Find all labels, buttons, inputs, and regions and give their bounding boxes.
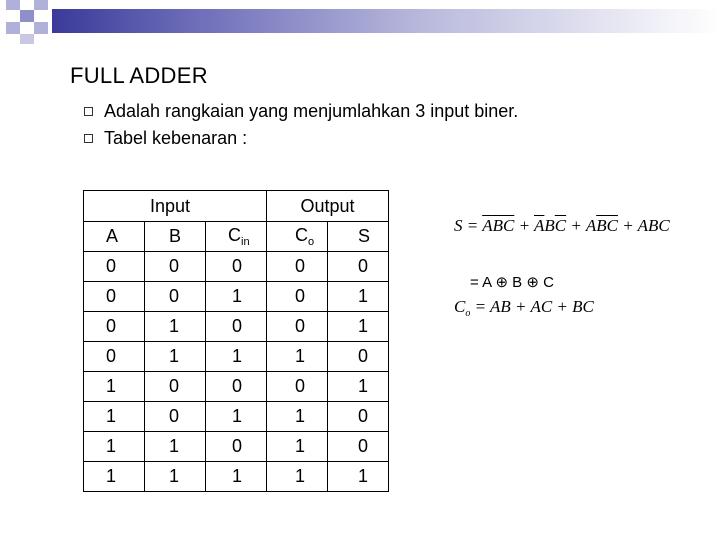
table-row bbox=[84, 462, 389, 492]
table-cell: 0 bbox=[328, 342, 389, 372]
table-row bbox=[84, 432, 389, 462]
truth-table-body bbox=[84, 252, 389, 492]
table-cell: 0 bbox=[206, 432, 267, 462]
bullet-text: Tabel kebenaran : bbox=[104, 128, 248, 148]
decor-square bbox=[20, 10, 34, 22]
decor-square bbox=[6, 22, 20, 34]
table-cell: 0 bbox=[328, 432, 389, 462]
table-cell: 0 bbox=[328, 402, 389, 432]
table-row bbox=[84, 402, 389, 432]
xor-equation: = A ⊕ B ⊕ C bbox=[470, 274, 554, 291]
table-cell: 1 bbox=[206, 462, 267, 492]
table-cell: 0 bbox=[84, 342, 145, 372]
table-cell: 0 bbox=[267, 282, 328, 312]
column-header-row bbox=[84, 222, 389, 252]
table-cell: 1 bbox=[206, 282, 267, 312]
table-cell: 0 bbox=[145, 372, 206, 402]
col-header-b: B bbox=[145, 222, 206, 252]
table-cell: 0 bbox=[206, 312, 267, 342]
table-cell: 1 bbox=[84, 462, 145, 492]
checkbox-bullet-icon bbox=[84, 134, 93, 143]
table-cell: 1 bbox=[84, 372, 145, 402]
table-row bbox=[84, 312, 389, 342]
table-cell: 0 bbox=[267, 372, 328, 402]
table-cell: 0 bbox=[84, 282, 145, 312]
table-cell: 1 bbox=[328, 372, 389, 402]
term-3: $A\overline{B}\overline{C}$ bbox=[585, 216, 618, 235]
bullet-item bbox=[84, 125, 518, 152]
table-cell: 1 bbox=[84, 432, 145, 462]
col-header-s: S bbox=[328, 222, 389, 252]
table-cell: 1 bbox=[145, 462, 206, 492]
table-cell: 1 bbox=[84, 402, 145, 432]
table-cell: 0 bbox=[206, 252, 267, 282]
table-cell: 1 bbox=[145, 432, 206, 462]
table-cell: 0 bbox=[145, 282, 206, 312]
col-header-cin: $C_{in}$ bbox=[206, 222, 267, 252]
table-cell: 0 bbox=[145, 252, 206, 282]
col-header-a: A bbox=[84, 222, 145, 252]
table-cell: 0 bbox=[145, 402, 206, 432]
term-1: $\overline{A}\overline{B}\overline{C}$ bbox=[482, 216, 515, 235]
input-header: Input bbox=[84, 191, 267, 222]
bullet-text: Adalah rangkaian yang menjumlahkan 3 input biner. bbox=[104, 101, 519, 121]
table-cell: 1 bbox=[267, 432, 328, 462]
table-cell: 1 bbox=[328, 282, 389, 312]
bullet-list bbox=[84, 98, 518, 152]
table-cell: 1 bbox=[267, 462, 328, 492]
table-cell: 1 bbox=[206, 342, 267, 372]
checkbox-bullet-icon bbox=[84, 107, 93, 116]
table-cell: 1 bbox=[206, 402, 267, 432]
table-cell: 0 bbox=[328, 252, 389, 282]
table-cell: 1 bbox=[267, 342, 328, 372]
table-cell: 1 bbox=[328, 312, 389, 342]
term-2: $\overline{A}B\overline{C}$ bbox=[534, 216, 567, 235]
term-4: ABC bbox=[637, 216, 670, 235]
group-header-row bbox=[84, 191, 389, 222]
carry-formula: $C_o$ = AB + AC + BC bbox=[454, 297, 594, 319]
output-header: Output bbox=[267, 191, 389, 222]
table-row bbox=[84, 342, 389, 372]
decor-square bbox=[34, 22, 48, 34]
table-cell: 0 bbox=[206, 372, 267, 402]
decor-square bbox=[34, 0, 48, 10]
table-row bbox=[84, 282, 389, 312]
truth-table bbox=[83, 190, 389, 492]
header-banner bbox=[52, 9, 720, 33]
slide-title: FULL ADDER bbox=[70, 63, 208, 88]
table-cell: 0 bbox=[267, 252, 328, 282]
table-cell: 0 bbox=[267, 312, 328, 342]
bullet-item bbox=[84, 98, 518, 125]
table-cell: 1 bbox=[328, 462, 389, 492]
table-cell: 1 bbox=[145, 342, 206, 372]
decor-square bbox=[20, 34, 34, 44]
table-row bbox=[84, 372, 389, 402]
table-row bbox=[84, 252, 389, 282]
sum-formula: $S = \overline{A}\overline{B}\overline{C} + \overline{A}B\overline{C} + A\overline{B}\overline{C}$ + ABC bbox=[454, 216, 670, 235]
table-cell: 0 bbox=[84, 312, 145, 342]
col-header-co: $C_o$ bbox=[267, 222, 328, 252]
decor-square bbox=[6, 0, 20, 10]
table-cell: 1 bbox=[145, 312, 206, 342]
table-cell: 0 bbox=[84, 252, 145, 282]
table-cell: 1 bbox=[267, 402, 328, 432]
